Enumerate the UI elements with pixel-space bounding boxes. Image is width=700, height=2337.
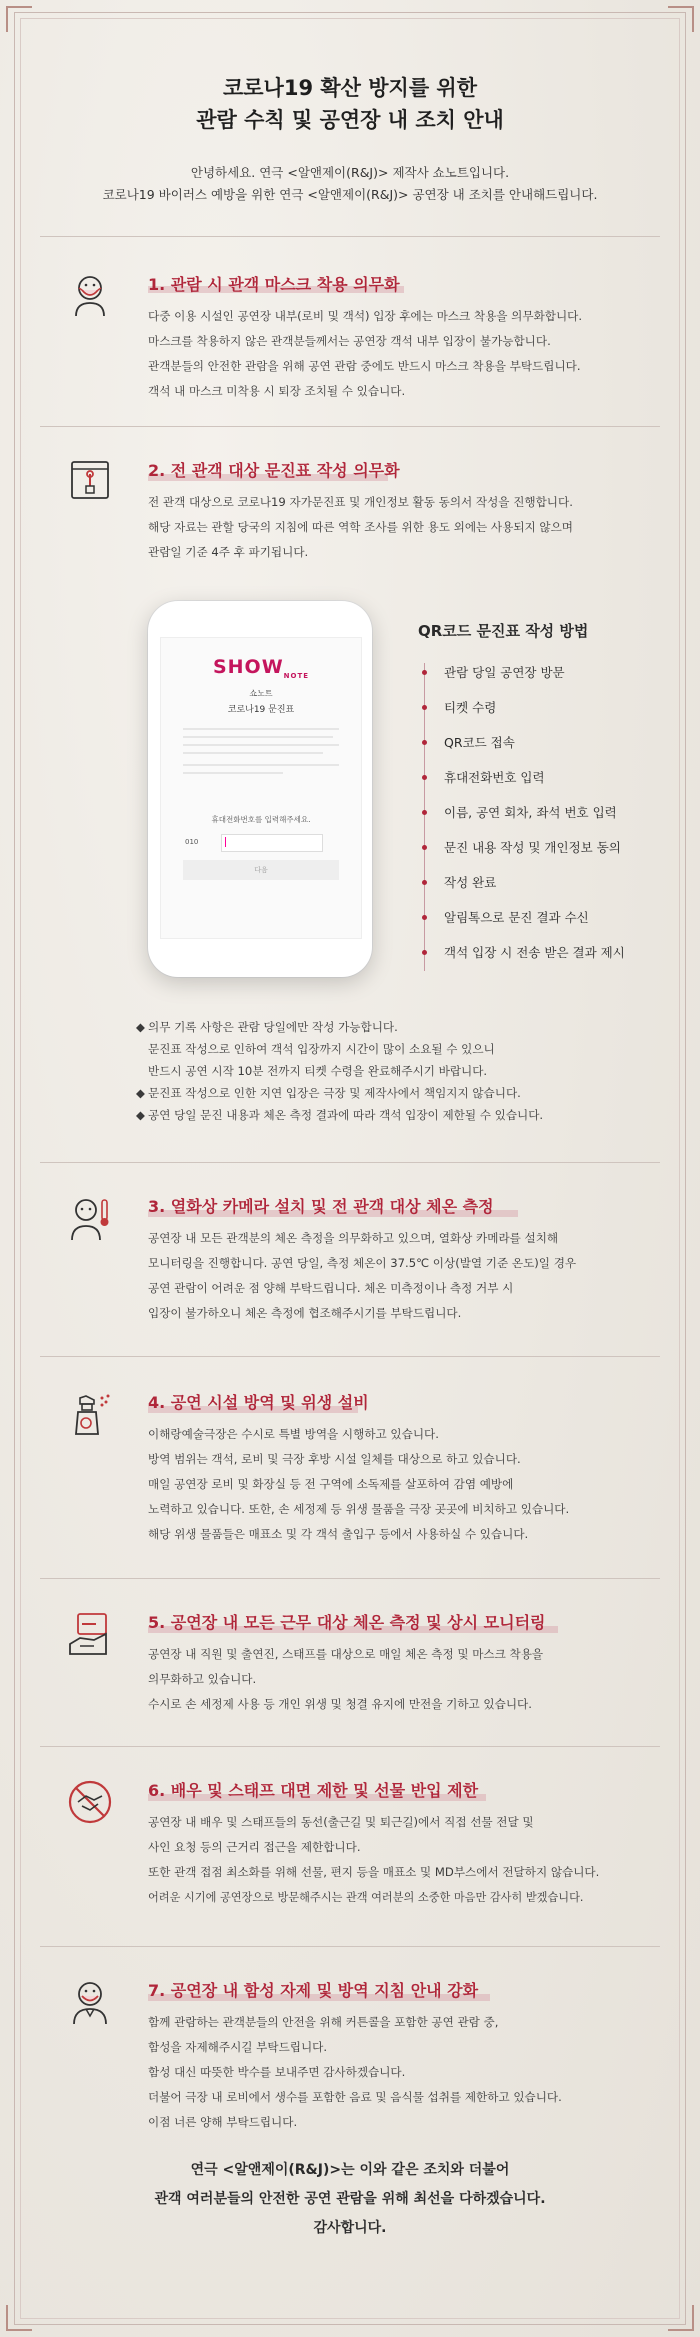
note-text: 문진표 작성으로 인한 지연 입장은 극장 및 제작사에서 책임지지 않습니다. (148, 1086, 521, 1100)
diamond-bullet-icon: ◆ (136, 1086, 145, 1100)
step-label: 이름, 공연 회차, 좌석 번호 입력 (444, 805, 617, 820)
note-text: 반드시 공연 시작 10분 전까지 티켓 수령을 완료해주시기 바랍니다. (148, 1064, 488, 1078)
body-line: 관람일 기준 4주 후 파기됩니다. (148, 545, 309, 559)
next-button[interactable]: 다음 (183, 860, 339, 880)
section-divider (40, 1162, 660, 1163)
step-label: 문진 내용 작성 및 개인정보 동의 (444, 840, 621, 855)
section-heading: 5. 공연장 내 모든 근무 대상 체온 측정 및 상시 모니터링 (148, 1613, 546, 1632)
diamond-bullet-icon: ◆ (136, 1108, 145, 1122)
placeholder-text-line (183, 736, 333, 738)
body-line: 의무화하고 있습니다. (148, 1672, 257, 1686)
intro-line-1: 안녕하세요. 연극 <알앤제이(R&J)> 제작사 쇼노트입니다. (190, 165, 510, 180)
hand-thermometer-icon (66, 1610, 114, 1658)
phone-brand: 쇼노트 (249, 689, 273, 698)
section-divider (40, 426, 660, 427)
closing-line-2: 관객 여러분들의 안전한 공연 관람을 위해 최선을 다하겠습니다. (154, 2191, 546, 2207)
section-heading: 2. 전 관객 대상 문진표 작성 의무화 (148, 461, 400, 480)
qr-step (422, 690, 662, 725)
section-heading: 6. 배우 및 스태프 대면 제한 및 선물 반입 제한 (148, 1781, 479, 1800)
brand-logo (161, 656, 361, 680)
brand-logo-sub: NOTE (283, 671, 310, 680)
section-body (148, 1810, 658, 1910)
closing-line-1: 연극 <알앤제이(R&J)>는 이와 같은 조치와 더불어 (190, 2162, 510, 2178)
section-heading: 3. 열화상 카메라 설치 및 전 관객 대상 체온 측정 (148, 1197, 494, 1216)
body-line: 방역 범위는 객석, 로비 및 극장 후방 시설 일체를 대상으로 하고 있습니다. (148, 1452, 521, 1466)
step-dot (422, 705, 427, 710)
step-dot (422, 740, 427, 745)
brand-logo-text: SHOW (212, 656, 284, 678)
qr-step (422, 655, 662, 690)
phone-prompt: 휴대전화번호를 입력해주세요. (211, 815, 311, 824)
note-item (136, 1082, 668, 1104)
body-line: 수시로 손 세정제 사용 등 개인 위생 및 청결 유지에 만전을 기하고 있습니다. (148, 1697, 532, 1711)
body-line: 노력하고 있습니다. 또한, 손 세정제 등 위생 물품을 극장 곳곳에 비치하고 있습니다. (148, 1502, 570, 1516)
input-cursor (225, 837, 226, 847)
section-divider (40, 1356, 660, 1357)
body-line: 또한 관객 접점 최소화를 위해 선물, 편지 등을 매표소 및 MD부스에서 전달하지 않습니다. (148, 1865, 600, 1879)
body-line: 관객분들의 안전한 관람을 위해 공연 관람 중에도 반드시 마스크 착용을 부탁드립니다. (148, 359, 581, 373)
note-text: 문진표 작성으로 인하여 객석 입장까지 시간이 많이 소요될 수 있으니 (148, 1042, 495, 1056)
phone-mockup (148, 601, 372, 977)
body-line: 전 관객 대상으로 코로나19 자가문진표 및 개인정보 활동 동의서 작성을 진행합니다. (148, 495, 573, 509)
body-line: 어려운 시기에 공연장으로 방문해주시는 관객 여러분의 소중한 마음만 감사히 받겠습니다. (148, 1891, 584, 1904)
diamond-bullet-icon: ◆ (136, 1020, 145, 1034)
body-line: 함께 관람하는 관객분들의 안전을 위해 커튼콜을 포함한 공연 관람 중, (148, 2015, 499, 2029)
placeholder-text-line (183, 772, 283, 774)
phone-screen (160, 637, 362, 939)
section-body (148, 1642, 658, 1717)
step-dot (422, 670, 427, 675)
qr-step (422, 795, 662, 830)
section-body (148, 2010, 658, 2135)
step-dot (422, 880, 427, 885)
qr-step (422, 760, 662, 795)
body-line: 다중 이용 시설인 공연장 내부(로비 및 객석) 입장 후에는 마스크 착용을 의무화합니다. (148, 309, 583, 323)
qr-step (422, 865, 662, 900)
page-title-line-1: 코로나19 확산 방지를 위한 (222, 76, 478, 100)
section-heading: 1. 관람 시 관객 마스크 착용 의무화 (148, 275, 400, 294)
body-line: 함성 대신 따뜻한 박수를 보내주면 감사하겠습니다. (148, 2065, 406, 2079)
section-divider (40, 236, 660, 237)
step-label: 알림톡으로 문진 결과 수신 (444, 910, 589, 925)
body-line: 공연장 내 직원 및 출연진, 스태프를 대상으로 매일 체온 측정 및 마스크 착용을 (148, 1647, 544, 1661)
qr-step (422, 900, 662, 935)
note-text: 공연 당일 문진 내용과 체온 측정 결과에 따라 객석 입장이 제한될 수 있습니다. (148, 1108, 544, 1122)
mask-face-icon (66, 270, 114, 318)
corner-ornament (6, 6, 32, 32)
phone-form-title: 코로나19 문진표 (227, 705, 295, 715)
body-line: 마스크를 착용하지 않은 관객분들께서는 공연장 객석 내부 입장이 불가능합니다. (148, 334, 551, 348)
note-item (148, 1060, 668, 1082)
step-label: 휴대전화번호 입력 (444, 770, 545, 785)
area-code-select[interactable]: 010 (185, 838, 199, 846)
mask-person-icon (66, 1978, 114, 2026)
body-line: 해당 자료는 관할 당국의 지침에 따른 역학 조사를 위한 용도 외에는 사용되지 않으며 (148, 520, 574, 534)
body-line: 이점 너른 양해 부탁드립니다. (148, 2115, 298, 2129)
corner-ornament (668, 2305, 694, 2331)
thermometer-person-icon (66, 1194, 114, 1242)
notes-list (136, 1016, 668, 1126)
body-line: 함성을 자제해주시길 부탁드립니다. (148, 2040, 328, 2054)
section-body (148, 1422, 658, 1547)
body-line: 입장이 불가하오니 체온 측정에 협조해주시기를 부탁드립니다. (148, 1306, 462, 1320)
qr-step (422, 725, 662, 760)
note-item (136, 1104, 668, 1126)
placeholder-text-line (183, 752, 323, 754)
step-label: 티켓 수령 (444, 700, 497, 715)
placeholder-text-line (183, 728, 339, 730)
body-line: 공연 관람이 어려운 점 양해 부탁드립니다. 체온 미측정이나 측정 거부 시 (148, 1281, 514, 1295)
section-divider (40, 1946, 660, 1947)
closing-line-3: 감사합니다. (313, 2220, 387, 2236)
note-item (148, 1038, 668, 1060)
step-dot (422, 915, 427, 920)
step-dot (422, 775, 427, 780)
spray-bottle-icon (66, 1390, 114, 1438)
questionnaire-icon (66, 456, 114, 504)
body-line: 공연장 내 모든 관객분의 체온 측정을 의무화하고 있으며, 열화상 카메라를 설치해 (148, 1231, 559, 1245)
page-title-line-2: 관람 수칙 및 공연장 내 조치 안내 (196, 108, 504, 132)
placeholder-text-line (183, 744, 339, 746)
section-body (148, 1226, 658, 1326)
body-line: 사인 요청 등의 근거리 접근을 제한합니다. (148, 1840, 361, 1854)
section-heading: 4. 공연 시설 방역 및 위생 설비 (148, 1393, 369, 1412)
qr-step (422, 830, 662, 865)
step-label: 관람 당일 공연장 방문 (444, 665, 565, 680)
body-line: 객석 내 마스크 미착용 시 퇴장 조치될 수 있습니다. (148, 384, 406, 398)
note-text: 의무 기록 사항은 관람 당일에만 작성 가능합니다. (148, 1020, 398, 1034)
corner-ornament (668, 6, 694, 32)
section-body (148, 490, 658, 565)
step-dot (422, 845, 427, 850)
section-divider (40, 1746, 660, 1747)
no-handshake-icon (66, 1778, 114, 1826)
section-body (148, 304, 658, 404)
placeholder-text-line (183, 764, 339, 766)
body-line: 해당 위생 물품들은 매표소 및 각 객석 출입구 등에서 사용하실 수 있습니다. (148, 1527, 529, 1541)
qr-guide-title: QR코드 문진표 작성 방법 (418, 622, 589, 640)
step-label: 객석 입장 시 전송 받은 결과 제시 (444, 945, 625, 960)
note-item (136, 1016, 668, 1038)
body-line: 이해랑예술극장은 수시로 특별 방역을 시행하고 있습니다. (148, 1427, 439, 1441)
body-line: 더불어 극장 내 로비에서 생수를 포함한 음료 및 음식물 섭취를 제한하고 있습니다. (148, 2090, 562, 2104)
step-label: 작성 완료 (444, 875, 497, 890)
phone-number-input[interactable] (221, 834, 323, 852)
body-line: 매일 공연장 로비 및 화장실 등 전 구역에 소독제를 살포하여 감염 예방에 (148, 1477, 514, 1491)
step-label: QR코드 접속 (444, 735, 515, 750)
section-divider (40, 1578, 660, 1579)
body-line: 모니터링을 진행합니다. 공연 당일, 측정 체온이 37.5℃ 이상(발열 기준 온도)일 경우 (148, 1256, 577, 1270)
step-dot (422, 810, 427, 815)
step-dot (422, 950, 427, 955)
qr-step (422, 935, 662, 970)
corner-ornament (6, 2305, 32, 2331)
section-heading: 7. 공연장 내 함성 자제 및 방역 지침 안내 강화 (148, 1981, 479, 2000)
body-line: 공연장 내 배우 및 스태프들의 동선(출근길 및 퇴근길)에서 직접 선물 전달 및 (148, 1815, 534, 1829)
intro-line-2: 코로나19 바이러스 예방을 위한 연극 <알앤제이(R&J)> 공연장 내 조치를 안내해드립니다. (102, 187, 598, 202)
